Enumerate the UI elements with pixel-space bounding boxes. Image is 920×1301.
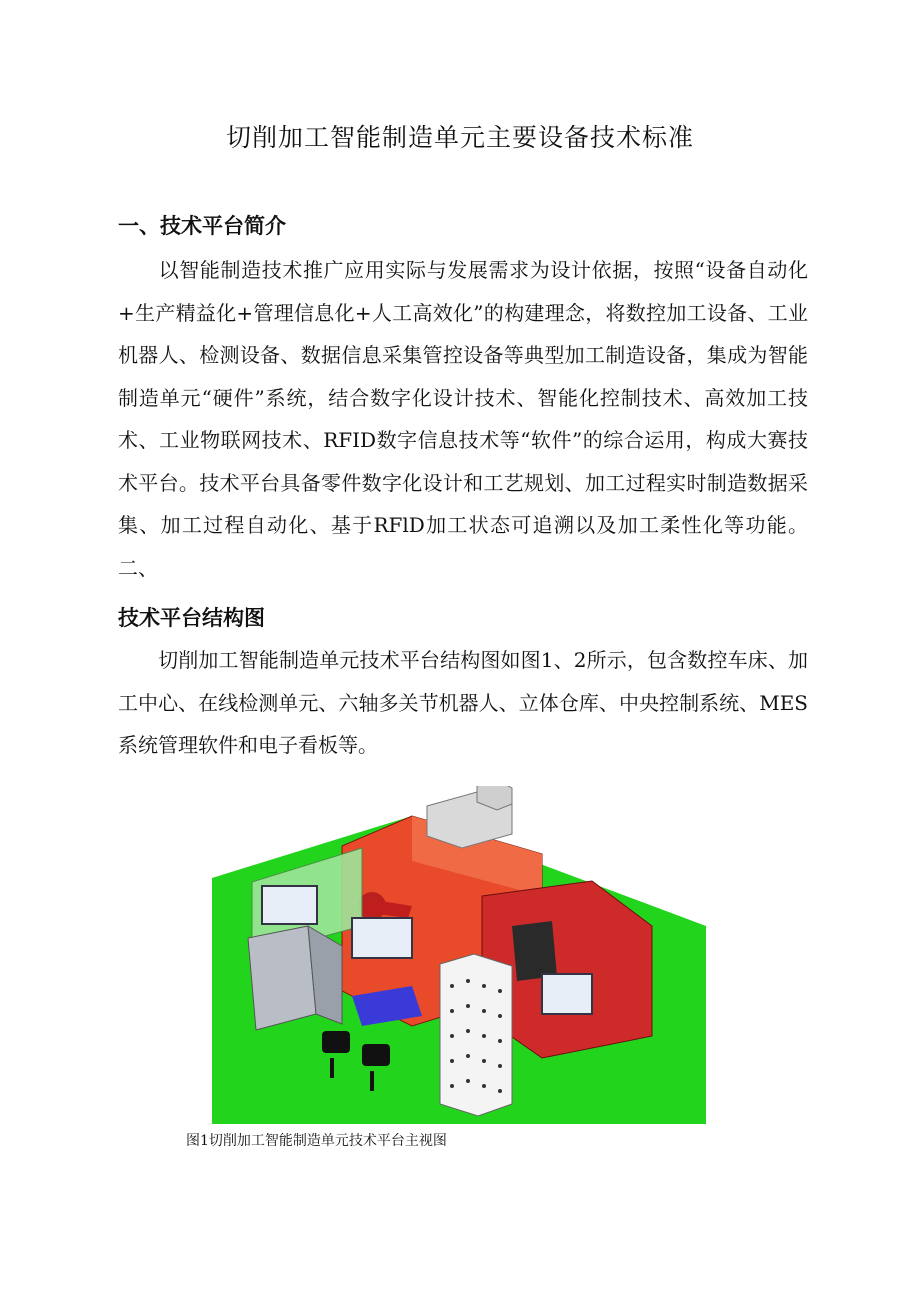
section-heading-2: 技术平台结构图 [118,606,265,630]
section-paragraph-1-text: 以智能制造技术推广应用实际与发展需求为设计依据，按照“设备自动化+生产精益化+管理信息化+人工高效化”的构建理念，将数控加工设备、工业机器人、检测设备、数据信息采集管控设备等典型加工制造设备，集成为智能制造单元“硬件”系统，结合数字化设计技术、智能化控制技术、高效加工技术、工业物联网技术、RFID数字信息技术等“软件”的综合运用，构成大赛技术平台。技术平台具备零件数字化设计和工艺规划、加工过程实时制造数据采集、加工过程自动化、基于RFlD加工状态可追溯以及加工柔性化等功能。二、 [118,258,808,580]
lathe-control-panel [512,921,557,981]
kanban-monitor-1 [262,886,317,924]
section-paragraph-2 [118,639,808,767]
kanban-monitor-3 [542,974,592,1014]
section-paragraph-2-text: 切削加工智能制造单元技术平台结构图如图1、2所示，包含数控车床、加工中心、在线检测单元、六轴多关节机器人、立体仓库、中央控制系统、MES系统管理软件和电子看板等。 [118,648,808,757]
section-paragraph-1 [118,249,808,589]
electrical-cabinet [248,926,316,1030]
document-title: 切削加工智能制造单元主要设备技术标准 [225,123,694,152]
figure-caption: 图1切削加工智能制造单元技术平台主视图 [186,1133,447,1149]
kanban-monitor-2 [352,918,412,958]
figure-cell-illustration [212,786,706,1124]
section-heading-1: 一、技术平台简介 [118,214,286,238]
